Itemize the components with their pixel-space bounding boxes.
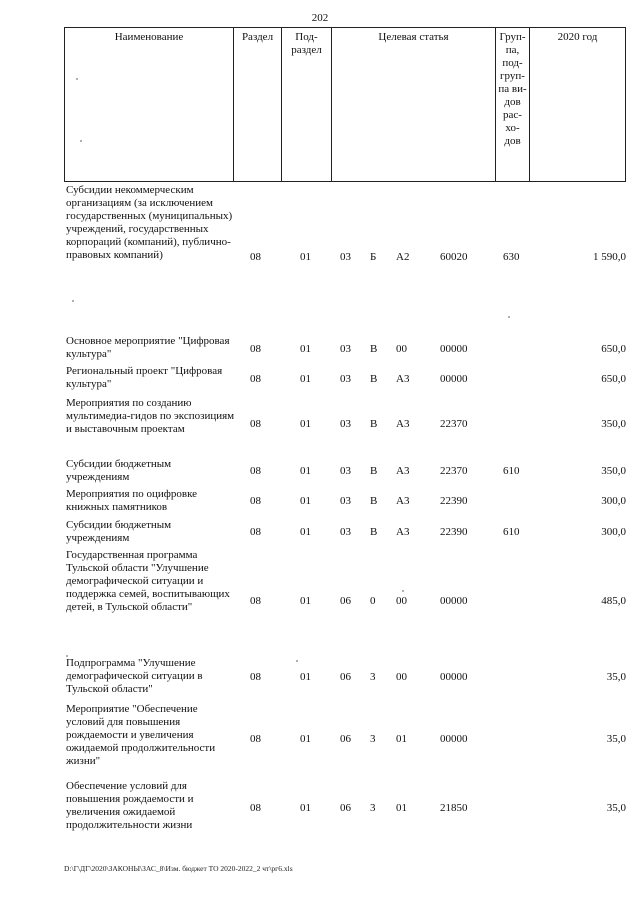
row-target-2: В [370,373,378,385]
row-target-3: 01 [396,802,407,814]
row-podrazdel: 01 [300,343,311,355]
row-podrazdel: 01 [300,465,311,477]
row-razdel: 08 [250,418,261,430]
row-name: Мероприятия по оцифровке книжных памятников [66,488,198,513]
table-row [66,397,626,455]
row-podrazdel: 01 [300,526,311,538]
row-name: Субсидии некоммерческим организациям (за исключением государственных (муниципальных) учреждений, государственных корпораций (компаний), публично-правовых компаний) [66,184,233,261]
row-sum: 300,0 [601,495,626,507]
row-vid: 610 [503,465,520,477]
row-podrazdel: 01 [300,251,311,263]
scan-speck [508,316,510,318]
row-target-1: 03 [340,495,351,507]
row-target-2: В [370,418,378,430]
row-razdel: 08 [250,343,261,355]
row-sum: 1 590,0 [593,251,626,263]
row-sum: 35,0 [606,733,626,745]
row-podrazdel: 01 [300,373,311,385]
row-sum: 650,0 [601,343,626,355]
scan-speck [296,660,298,662]
row-target-3: А3 [396,373,410,385]
row-target-4: 00000 [440,733,468,745]
page-number: 202 [311,12,329,24]
row-target-1: 03 [340,465,351,477]
row-razdel: 08 [250,733,261,745]
scan-speck [80,140,82,142]
table-row [66,365,626,395]
row-target-3: А3 [396,465,410,477]
row-name: Подпрограмма "Улучшение демографической ситуации в Тульской области" [66,657,203,695]
row-podrazdel: 01 [300,495,311,507]
row-target-3: 00 [396,671,407,683]
table-row [66,780,626,840]
row-sum: 485,0 [601,595,626,607]
row-sum: 350,0 [601,465,626,477]
scan-speck [72,300,74,302]
row-target-4: 60020 [440,251,468,263]
row-target-4: 22390 [440,526,468,538]
row-name: Основное мероприятие "Цифровая культура" [66,335,230,360]
table-header [64,27,626,182]
row-target-4: 00000 [440,343,468,355]
row-razdel: 08 [250,671,261,683]
header-year: 2020 год [529,28,625,181]
row-target-3: А2 [396,251,410,263]
row-target-1: 03 [340,343,351,355]
row-sum: 650,0 [601,373,626,385]
row-razdel: 08 [250,495,261,507]
row-name: Региональный проект "Цифровая культура" [66,365,223,390]
scan-speck [66,655,68,657]
row-name: Мероприятия по созданию мультимедиа-гидов по экспозициям и выставочным проектам [66,397,235,435]
row-name: Мероприятие "Обеспечение условий для повышения рождаемости и увеличения ожидаемой продолжительности жизни" [66,703,216,767]
row-sum: 35,0 [606,802,626,814]
row-target-1: 03 [340,526,351,538]
row-target-4: 21850 [440,802,468,814]
header-group: Груп- па, под- груп- па ви- дов рас- хо- дов [495,28,529,181]
row-name: Субсидии бюджетным учреждениям [66,458,172,483]
row-target-2: Б [370,251,377,263]
row-name: Субсидии бюджетным учреждениям [66,519,172,544]
row-target-4: 00000 [440,595,468,607]
row-podrazdel: 01 [300,418,311,430]
row-target-2: В [370,465,378,477]
header-razdel: Раздел [233,28,281,181]
row-target-2: В [370,495,378,507]
row-target-1: 06 [340,595,351,607]
table-row [66,703,626,777]
row-podrazdel: 01 [300,595,311,607]
row-podrazdel: 01 [300,733,311,745]
row-vid: 610 [503,526,520,538]
row-target-2: 3 [370,733,376,745]
row-sum: 300,0 [601,526,626,538]
row-target-2: В [370,343,378,355]
table-row [66,488,626,518]
scan-speck [402,590,404,592]
file-path-footer: D:\Г\ДГ\2020\ЗАКОНЫ\ЗАС_8\Изм. бюджет ТО 2020-2022_2 чт\рг6.xls [64,864,293,873]
row-vid: 630 [503,251,520,263]
header-target: Целевая статья [331,28,495,181]
row-target-3: 00 [396,343,407,355]
row-target-3: 00 [396,595,407,607]
row-target-4: 22370 [440,418,468,430]
row-sum: 35,0 [606,671,626,683]
table-row [66,335,626,365]
row-podrazdel: 01 [300,671,311,683]
row-razdel: 08 [250,251,261,263]
row-target-1: 03 [340,251,351,263]
row-target-1: 03 [340,373,351,385]
table-row [66,519,626,549]
row-razdel: 08 [250,595,261,607]
row-target-4: 22370 [440,465,468,477]
row-target-4: 00000 [440,373,468,385]
row-razdel: 08 [250,802,261,814]
row-target-2: 3 [370,671,376,683]
row-target-2: 0 [370,595,376,607]
row-target-3: 01 [396,733,407,745]
row-razdel: 08 [250,373,261,385]
row-target-3: А3 [396,526,410,538]
row-name: Обеспечение условий для повышения рождаемости и увеличения ожидаемой продолжительности жизни [66,780,194,831]
header-name: Наименование [114,31,184,43]
row-razdel: 08 [250,526,261,538]
row-name: Государственная программа Тульской области "Улучшение демографической ситуации и поддержка семей, воспитывающих детей, в Тульской области" [66,549,230,613]
table-row [66,657,626,701]
row-target-4: 22390 [440,495,468,507]
row-target-1: 06 [340,733,351,745]
row-target-3: А3 [396,495,410,507]
table-row [66,184,626,324]
row-razdel: 08 [250,465,261,477]
scan-speck [76,78,78,80]
table-row [66,549,626,649]
row-target-1: 03 [340,418,351,430]
row-target-1: 06 [340,671,351,683]
header-podrazdel: Под- раздел [281,28,331,181]
table-row [66,458,626,488]
row-target-2: 3 [370,802,376,814]
row-target-1: 06 [340,802,351,814]
row-target-4: 00000 [440,671,468,683]
row-target-3: А3 [396,418,410,430]
row-target-2: В [370,526,378,538]
row-podrazdel: 01 [300,802,311,814]
row-sum: 350,0 [601,418,626,430]
